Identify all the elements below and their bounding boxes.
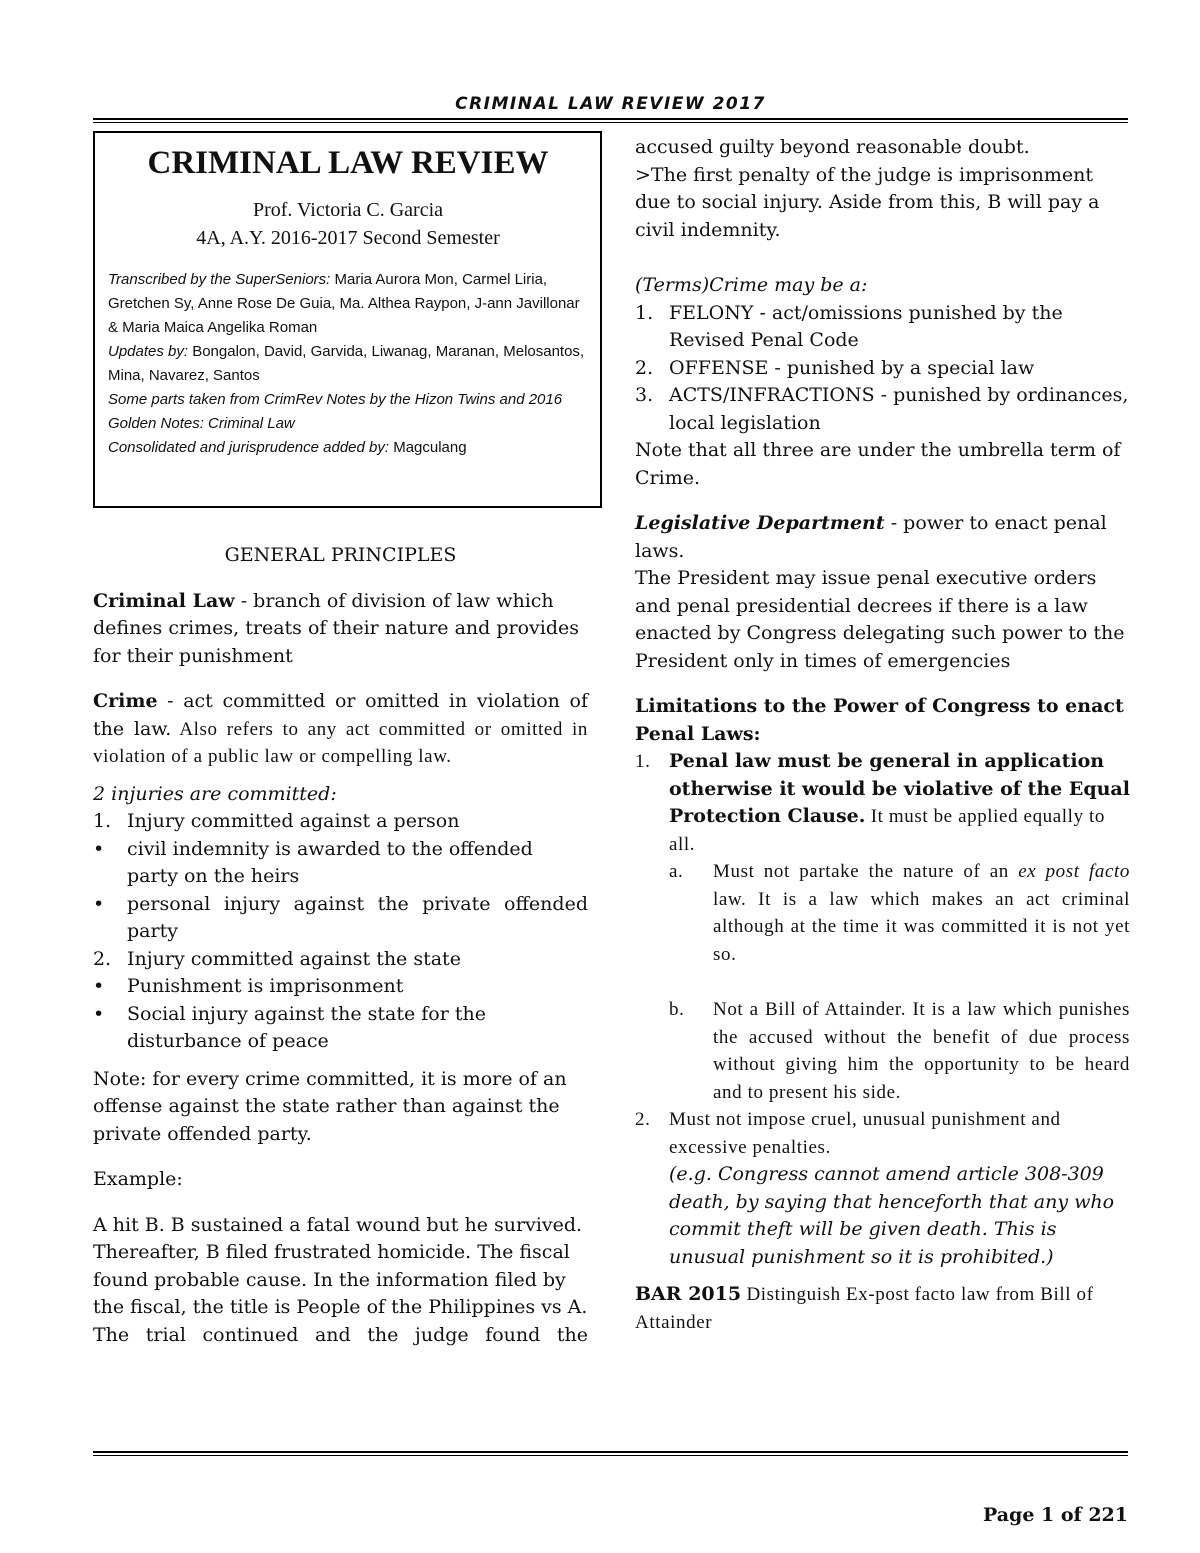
- sub-text: Not a Bill of Attainder. It is a law which punishes the accused without the benefit of due process without giving him the opportunity to be heard and to present his side.: [713, 999, 1130, 1103]
- bullet-text: personal injury against the private offended party: [127, 892, 588, 942]
- list-item: [635, 1106, 1130, 1161]
- sub-a-pre: Must not partake the nature of an: [713, 861, 1019, 882]
- bullet-icon: •: [93, 892, 105, 915]
- sub-marker: b.: [669, 999, 685, 1020]
- bullet-item: [93, 836, 588, 891]
- sub-list-item: [669, 996, 1130, 1106]
- bullet-item: [93, 1001, 588, 1056]
- list-text: ACTS/INFRACTIONS - punished by ordinances, local legislation: [669, 384, 1129, 434]
- list-item: [635, 300, 1130, 355]
- injuries-intro: 2 injuries are committed:: [93, 782, 337, 805]
- left-column: [93, 542, 588, 1349]
- page-number: Page 1 of 221: [982, 1504, 1128, 1526]
- lim1-rest: It must be applied equally to all.: [669, 806, 1105, 855]
- lim2-example: (e.g. Congress cannot amend article 308-309 death, by saying that henceforth that any who commit theft will be given death. This is unusual punishment so it is prohibited.): [669, 1163, 1115, 1268]
- footer-rule: [93, 1451, 1128, 1456]
- bullet-icon: •: [93, 837, 105, 860]
- list-item: [635, 355, 1130, 383]
- sub-text: [713, 858, 1130, 968]
- section-info: 4A, A.Y. 2016-2017 Second Semester: [196, 227, 500, 249]
- list-marker: 2.: [93, 947, 112, 970]
- list-text: FELONY - act/omissions punished by the Revised Penal Code: [669, 301, 1063, 351]
- running-header: CRIMINAL LAW REVIEW 2017: [455, 94, 766, 114]
- list-marker: 3.: [635, 384, 654, 406]
- crime-def: - act committed or omitted in violation of the law.: [93, 690, 588, 740]
- consolidated-label: Consolidated and jurisprudence added by:: [108, 439, 390, 456]
- bullet-text: civil indemnity is awarded to the offended party on the heirs: [127, 837, 533, 887]
- list-marker: 2.: [635, 1109, 651, 1130]
- consolidated-name: Magculang: [389, 439, 467, 456]
- list-marker: 1.: [635, 301, 654, 324]
- some-parts-note: Some parts taken from CrimRev Notes by the Hizon Twins and 2016 Golden Notes: Criminal Law: [108, 391, 563, 432]
- limitations-heading: Limitations to the Power of Congress to enact Penal Laws:: [635, 695, 1124, 745]
- sub-list-item: [669, 858, 1130, 968]
- bar-question: [635, 1281, 1130, 1336]
- bullet-item: [93, 973, 588, 1001]
- header-rule: [93, 118, 1128, 123]
- list-item: [635, 748, 1130, 858]
- crime-term: Crime: [93, 690, 158, 712]
- legislative-definition: [635, 510, 1130, 565]
- criminal-law-def: - branch of division of law which defines crimes, treats of their nature and provides for their punishment: [93, 589, 580, 667]
- lim1-bold: Penal law must be general in application otherwise it would be violative of the Equal Protection Clause.: [669, 750, 1130, 827]
- right-column: [635, 134, 1130, 1336]
- penalty-note: >The first penalty of the judge is imprisonment due to social injury. Aside from this, B will pay a civil indemnity.: [635, 163, 1100, 241]
- professor-name: Prof. Victoria C. Garcia: [252, 199, 444, 221]
- bullet-item: [93, 891, 588, 946]
- terms-intro: (Terms)Crime may be a:: [635, 274, 868, 296]
- example-text: A hit B. B sustained a fatal wound but he survived. Thereafter, B filed frustrated homicide. The fiscal found probable cause. In the information filed by the fiscal, the title is People of the Philippines vs A.: [93, 1213, 588, 1318]
- list-item: [93, 946, 588, 974]
- transcribed-label: Transcribed by the SuperSeniors:: [108, 271, 331, 288]
- terms-note: Note that all three are under the umbrella term of Crime.: [635, 439, 1121, 489]
- bullet-icon: •: [93, 1002, 105, 1025]
- list-text: Must not impose cruel, unusual punishment and excessive penalties.: [669, 1109, 1061, 1158]
- sub-a-post: law. It is a law which makes an act criminal although at the time it was committed it is not yet so.: [713, 888, 1130, 965]
- list-marker: 1.: [93, 810, 112, 832]
- list-text: [669, 748, 1130, 858]
- list-item: [635, 382, 1130, 437]
- credits: [108, 268, 588, 460]
- updates-names: Bongalon, David, Garvida, Liwanag, Maranan, Melosantos, Mina, Navarez, Santos: [108, 343, 585, 384]
- sub-marker: a.: [669, 861, 684, 882]
- section-heading: GENERAL PRINCIPLES: [224, 544, 457, 566]
- list-item: [93, 808, 588, 836]
- crime-definition: [93, 688, 588, 771]
- bullet-text: Social injury against the state for the disturbance of peace: [127, 1002, 486, 1052]
- sub-a-italic: ex post facto: [1018, 861, 1130, 882]
- transcribed-names: Maria Aurora Mon, Carmel Liria, Gretchen Sy, Anne Rose De Guia, Ma. Althea Raypon, J-ann Javillonar & Maria Maica Angelika Roman: [108, 271, 580, 336]
- note-paragraph: Note: for every crime committed, it is more of an offense against the state rather than against the private offended party.: [93, 1067, 567, 1145]
- president-text: The President may issue penal executive orders and penal presidential decrees if there is a law enacted by Congress delegating such power to the President only in times of emergencies: [635, 567, 1125, 672]
- criminal-law-term: Criminal Law: [93, 589, 235, 612]
- list-text: Injury committed against the state: [127, 947, 461, 970]
- crime-def-extra: Also refers to any act committed or omitted in violation of a public law or compelling law.: [93, 718, 589, 767]
- bullet-icon: •: [93, 975, 105, 997]
- list-text: Injury committed against a person: [127, 810, 460, 832]
- bar-label: BAR 2015: [635, 1283, 742, 1305]
- updates-label: Updates by:: [108, 343, 189, 360]
- title-box: [93, 131, 602, 508]
- document-title: CRIMINAL LAW REVIEW: [147, 145, 549, 181]
- trial-text: The trial continued and the judge found the: [93, 1323, 588, 1346]
- example-item: [635, 1161, 1130, 1271]
- legislative-term: Legislative Department: [635, 512, 885, 534]
- example-label: Example:: [93, 1168, 183, 1190]
- list-marker: 1.: [635, 751, 651, 772]
- legislative-def: - power to enact penal laws.: [635, 512, 1107, 562]
- list-marker: 2.: [635, 356, 654, 379]
- criminal-law-definition: [93, 588, 588, 671]
- continuation-text: accused guilty beyond reasonable doubt.: [635, 136, 1030, 158]
- bullet-text: Punishment is imprisonment: [127, 975, 404, 997]
- bar-text: Distinguish Ex-post facto law from Bill of Attainder: [635, 1284, 1094, 1333]
- list-text: OFFENSE - punished by a special law: [669, 356, 1035, 379]
